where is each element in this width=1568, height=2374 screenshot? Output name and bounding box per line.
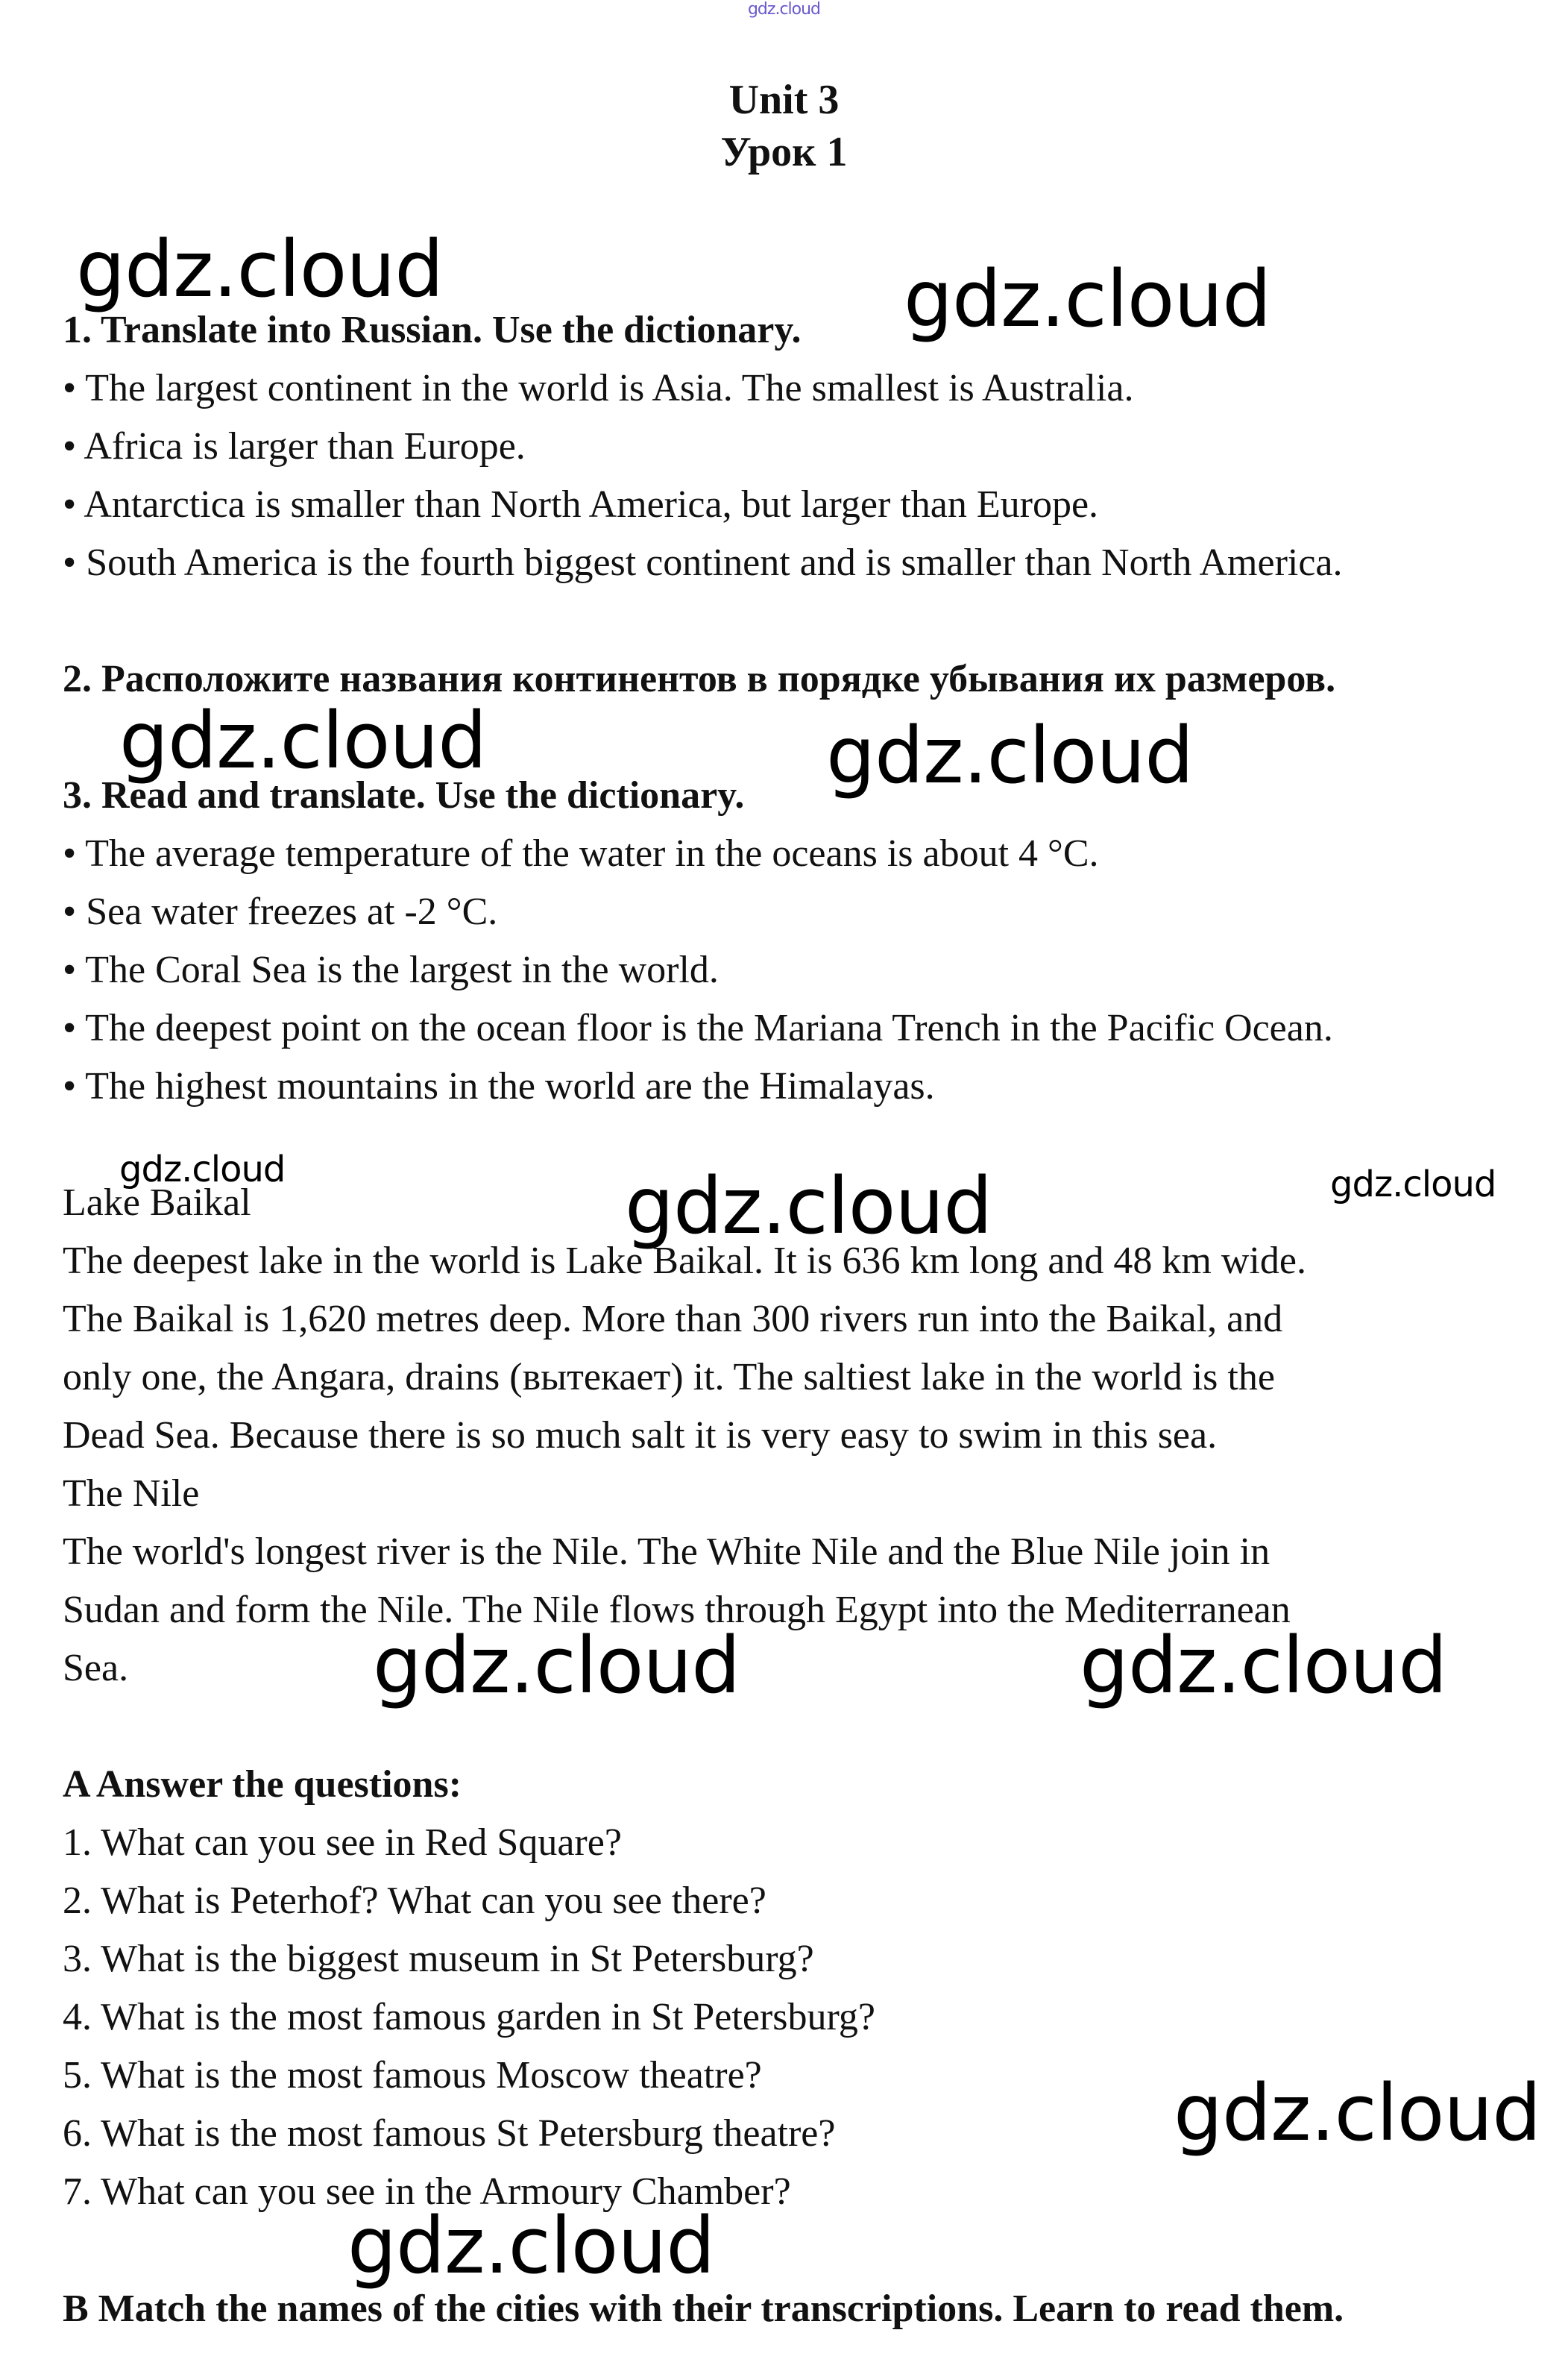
exercise-a-heading: A Answer the questions: xyxy=(63,1763,462,1806)
question-item: 6. What is the most famous St Petersburg theatre? xyxy=(63,2112,836,2155)
exercise-3-item: • The deepest point on the ocean floor is the Mariana Trench in the Pacific Ocean. xyxy=(63,1007,1333,1049)
exercise-1-heading: 1. Translate into Russian. Use the dictionary. xyxy=(63,309,802,351)
question-item: 7. What can you see in the Armoury Chamber? xyxy=(63,2170,791,2213)
baikal-text-line: only one, the Angara, drains (вытекает) it. The saltiest lake in the world is the xyxy=(63,1356,1275,1398)
unit-title: Unit 3 xyxy=(728,77,840,123)
exercise-1-item: • South America is the fourth biggest continent and is smaller than North America. xyxy=(63,541,1343,584)
exercise-b-heading: B Match the names of the cities with their transcriptions. Learn to read them. xyxy=(63,2287,1344,2330)
exercise-1-item: • Antarctica is smaller than North America, but larger than Europe. xyxy=(63,483,1099,526)
watermark-text: gdz.cloud xyxy=(625,1161,992,1252)
nile-text-line: The world's longest river is the Nile. The White Nile and the Blue Nile join in xyxy=(63,1530,1271,1573)
watermark-text: gdz.cloud xyxy=(373,1620,740,1711)
baikal-text-line: The Baikal is 1,620 metres deep. More than 300 rivers run into the Baikal, and xyxy=(63,1298,1283,1340)
question-item: 4. What is the most famous garden in St Petersburg? xyxy=(63,1996,875,2038)
baikal-text-line: The deepest lake in the world is Lake Baikal. It is 636 km long and 48 km wide. xyxy=(63,1240,1306,1282)
baikal-title: Lake Baikal xyxy=(63,1181,251,1224)
nile-title: The Nile xyxy=(63,1472,200,1515)
watermark-text: gdz.cloud xyxy=(904,254,1271,345)
watermark-text: gdz.cloud xyxy=(826,710,1194,801)
exercise-3-item: • The average temperature of the water in the oceans is about 4 °C. xyxy=(63,832,1099,875)
question-item: 5. What is the most famous Moscow theatre? xyxy=(63,2054,762,2097)
exercise-3-item: • The highest mountains in the world are the Himalayas. xyxy=(63,1065,935,1108)
top-watermark: gdz.cloud xyxy=(747,0,821,19)
watermark-text: gdz.cloud xyxy=(347,2200,715,2291)
watermark-text: gdz.cloud xyxy=(119,695,487,786)
exercise-2-heading: 2. Расположите названия континентов в порядке убывания их размеров. xyxy=(63,658,1336,700)
lesson-title: Урок 1 xyxy=(720,129,848,175)
exercise-1-item: • Africa is larger than Europe. xyxy=(63,425,526,468)
question-item: 1. What can you see in Red Square? xyxy=(63,1821,622,1864)
question-item: 2. What is Peterhof? What can you see there? xyxy=(63,1880,766,1922)
watermark-text: gdz.cloud xyxy=(1174,2067,1541,2158)
exercise-3-item: • Sea water freezes at -2 °C. xyxy=(63,891,498,933)
question-item: 3. What is the biggest museum in St Petersburg? xyxy=(63,1938,814,1980)
watermark-text: gdz.cloud xyxy=(76,224,444,315)
exercise-3-item: • The Coral Sea is the largest in the world. xyxy=(63,949,719,991)
baikal-text-line: Dead Sea. Because there is so much salt it is very easy to swim in this sea. xyxy=(63,1414,1218,1457)
nile-text-line: Sudan and form the Nile. The Nile flows through Egypt into the Mediterranean xyxy=(63,1589,1291,1631)
exercise-3-heading: 3. Read and translate. Use the dictionary. xyxy=(63,774,745,817)
exercise-1-item: • The largest continent in the world is Asia. The smallest is Australia. xyxy=(63,367,1134,409)
watermark-text: gdz.cloud xyxy=(1080,1620,1447,1711)
watermark-text: gdz.cloud xyxy=(119,1149,286,1190)
nile-text-line: Sea. xyxy=(63,1647,129,1689)
watermark-text: gdz.cloud xyxy=(1330,1164,1496,1205)
